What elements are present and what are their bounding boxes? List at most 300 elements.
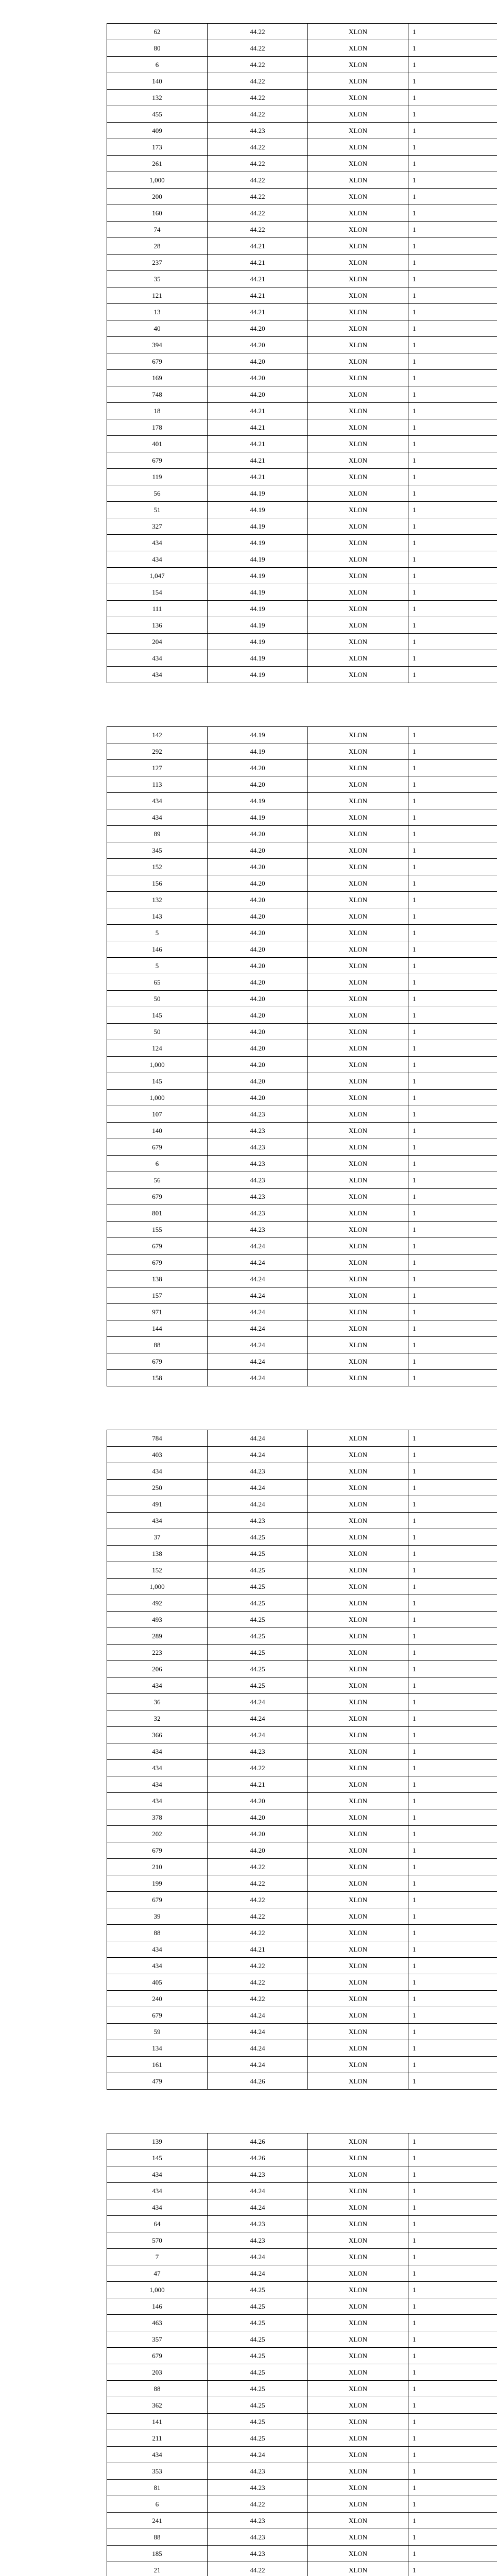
time-cell: 1	[408, 2199, 497, 2216]
venue-cell: XLON	[308, 1562, 408, 1579]
price-cell: 44.23	[208, 2513, 308, 2529]
time-cell: 1	[408, 584, 497, 601]
table-row	[107, 1645, 497, 1661]
price-cell: 44.20	[208, 875, 308, 892]
volume-cell: 491	[107, 1496, 208, 1513]
volume-cell: 35	[107, 271, 208, 287]
time-cell: 1	[408, 2265, 497, 2282]
price-cell: 44.22	[208, 189, 308, 205]
time-cell: 1	[408, 40, 497, 57]
time-cell: 1	[408, 2364, 497, 2381]
table-row	[107, 2298, 497, 2315]
table-row	[107, 2381, 497, 2397]
table-row	[107, 502, 497, 518]
table-row	[107, 139, 497, 156]
table-row	[107, 1661, 497, 1677]
time-cell: 1	[408, 1073, 497, 1090]
venue-cell: XLON	[308, 2414, 408, 2430]
price-cell: 44.20	[208, 320, 308, 337]
price-cell: 44.24	[208, 2040, 308, 2057]
venue-cell: XLON	[308, 2546, 408, 2562]
venue-cell: XLON	[308, 1809, 408, 1826]
price-cell: 44.25	[208, 1579, 308, 1595]
volume-cell: 679	[107, 1189, 208, 1205]
time-cell: 1	[408, 1628, 497, 1645]
price-cell: 44.19	[208, 485, 308, 502]
table-row	[107, 1826, 497, 1842]
time-cell: 1	[408, 1106, 497, 1123]
price-cell: 44.20	[208, 826, 308, 842]
price-cell: 44.24	[208, 2057, 308, 2073]
price-cell: 44.26	[208, 2133, 308, 2150]
table-row	[107, 123, 497, 139]
volume-cell: 345	[107, 842, 208, 859]
volume-cell: 434	[107, 793, 208, 809]
table-row	[107, 958, 497, 974]
price-cell: 44.25	[208, 2430, 308, 2447]
volume-cell: 145	[107, 2150, 208, 2166]
volume-cell: 169	[107, 370, 208, 386]
venue-cell: XLON	[308, 2562, 408, 2576]
table-row	[107, 1513, 497, 1529]
price-cell: 44.21	[208, 1776, 308, 1793]
time-cell: 1	[408, 974, 497, 991]
price-cell: 44.22	[208, 156, 308, 172]
table-row	[107, 1562, 497, 1579]
venue-cell: XLON	[308, 518, 408, 535]
table-row	[107, 1271, 497, 1287]
venue-cell: XLON	[308, 2480, 408, 2496]
volume-cell: 463	[107, 2315, 208, 2331]
venue-cell: XLON	[308, 2150, 408, 2166]
volume-cell: 357	[107, 2331, 208, 2348]
volume-cell: 50	[107, 991, 208, 1007]
table-row	[107, 1156, 497, 1172]
volume-cell: 146	[107, 941, 208, 958]
time-cell: 1	[408, 2232, 497, 2249]
price-cell: 44.22	[208, 73, 308, 90]
time-cell: 1	[408, 1875, 497, 1892]
time-cell: 1	[408, 73, 497, 90]
table-row	[107, 2496, 497, 2513]
time-cell: 1	[408, 403, 497, 419]
table-row	[107, 1677, 497, 1694]
time-cell: 1	[408, 320, 497, 337]
table-row	[107, 1628, 497, 1645]
trade-table-page-3	[107, 1430, 497, 2090]
table-row	[107, 2463, 497, 2480]
price-cell: 44.19	[208, 551, 308, 568]
venue-cell: XLON	[308, 436, 408, 452]
venue-cell: XLON	[308, 1546, 408, 1562]
venue-cell: XLON	[308, 1991, 408, 2007]
venue-cell: XLON	[308, 2183, 408, 2199]
volume-cell: 62	[107, 24, 208, 40]
table-row	[107, 568, 497, 584]
table-row	[107, 485, 497, 502]
venue-cell: XLON	[308, 2265, 408, 2282]
venue-cell: XLON	[308, 304, 408, 320]
venue-cell: XLON	[308, 255, 408, 271]
trade-table-page-4	[107, 2133, 497, 2576]
volume-cell: 56	[107, 485, 208, 502]
venue-cell: XLON	[308, 667, 408, 683]
venue-cell: XLON	[308, 222, 408, 238]
venue-cell: XLON	[308, 1447, 408, 1463]
table-row	[107, 1320, 497, 1337]
venue-cell: XLON	[308, 584, 408, 601]
price-cell: 44.24	[208, 1496, 308, 1513]
price-cell: 44.20	[208, 958, 308, 974]
table-row	[107, 304, 497, 320]
volume-cell: 240	[107, 1991, 208, 2007]
venue-cell: XLON	[308, 727, 408, 743]
time-cell: 1	[408, 535, 497, 551]
time-cell: 1	[408, 1513, 497, 1529]
price-cell: 44.25	[208, 2282, 308, 2298]
table-row	[107, 1727, 497, 1743]
price-cell: 44.24	[208, 1727, 308, 1743]
venue-cell: XLON	[308, 1073, 408, 1090]
volume-cell: 1,000	[107, 1057, 208, 1073]
price-cell: 44.21	[208, 304, 308, 320]
price-cell: 44.24	[208, 1287, 308, 1304]
venue-cell: XLON	[308, 1727, 408, 1743]
price-cell: 44.24	[208, 2265, 308, 2282]
price-cell: 44.23	[208, 2480, 308, 2496]
venue-cell: XLON	[308, 403, 408, 419]
table-row	[107, 386, 497, 403]
time-cell: 1	[408, 2529, 497, 2546]
venue-cell: XLON	[308, 172, 408, 189]
venue-cell: XLON	[308, 1793, 408, 1809]
volume-cell: 434	[107, 809, 208, 826]
table-row	[107, 403, 497, 419]
time-cell: 1	[408, 2463, 497, 2480]
venue-cell: XLON	[308, 842, 408, 859]
price-cell: 44.23	[208, 1205, 308, 1222]
volume-cell: 211	[107, 2430, 208, 2447]
venue-cell: XLON	[308, 776, 408, 793]
table-row	[107, 991, 497, 1007]
time-cell: 1	[408, 1645, 497, 1661]
volume-cell: 152	[107, 859, 208, 875]
time-cell: 1	[408, 1842, 497, 1859]
time-cell: 1	[408, 1430, 497, 1447]
price-cell: 44.24	[208, 1710, 308, 1727]
venue-cell: XLON	[308, 650, 408, 667]
volume-cell: 206	[107, 1661, 208, 1677]
time-cell: 1	[408, 1908, 497, 1925]
table-row	[107, 1222, 497, 1238]
venue-cell: XLON	[308, 859, 408, 875]
table-row	[107, 1353, 497, 1370]
price-cell: 44.25	[208, 1661, 308, 1677]
venue-cell: XLON	[308, 2447, 408, 2463]
venue-cell: XLON	[308, 1579, 408, 1595]
volume-cell: 138	[107, 1271, 208, 1287]
volume-cell: 138	[107, 1546, 208, 1562]
time-cell: 1	[408, 2282, 497, 2298]
price-cell: 44.20	[208, 337, 308, 353]
time-cell: 1	[408, 1496, 497, 1513]
volume-cell: 185	[107, 2546, 208, 2562]
venue-cell: XLON	[308, 2463, 408, 2480]
time-cell: 1	[408, 793, 497, 809]
price-cell: 44.22	[208, 1760, 308, 1776]
venue-cell: XLON	[308, 287, 408, 304]
table-row	[107, 518, 497, 535]
table-row	[107, 1908, 497, 1925]
time-cell: 1	[408, 2150, 497, 2166]
price-cell: 44.23	[208, 123, 308, 139]
table-row	[107, 1859, 497, 1875]
venue-cell: XLON	[308, 2298, 408, 2315]
time-cell: 1	[408, 667, 497, 683]
volume-cell: 139	[107, 2133, 208, 2150]
volume-cell: 434	[107, 551, 208, 568]
table-row	[107, 1123, 497, 1139]
volume-cell: 327	[107, 518, 208, 535]
venue-cell: XLON	[308, 1287, 408, 1304]
time-cell: 1	[408, 2447, 497, 2463]
time-cell: 1	[408, 452, 497, 469]
volume-cell: 113	[107, 776, 208, 793]
venue-cell: XLON	[308, 1337, 408, 1353]
volume-cell: 28	[107, 238, 208, 255]
price-cell: 44.19	[208, 568, 308, 584]
venue-cell: XLON	[308, 1974, 408, 1991]
venue-cell: XLON	[308, 1743, 408, 1760]
volume-cell: 434	[107, 650, 208, 667]
time-cell: 1	[408, 2133, 497, 2150]
time-cell: 1	[408, 1760, 497, 1776]
price-cell: 44.23	[208, 1743, 308, 1760]
table-row	[107, 875, 497, 892]
table-row	[107, 2216, 497, 2232]
time-cell: 1	[408, 1546, 497, 1562]
venue-cell: XLON	[308, 1677, 408, 1694]
price-cell: 44.25	[208, 2364, 308, 2381]
venue-cell: XLON	[308, 892, 408, 908]
price-cell: 44.24	[208, 2183, 308, 2199]
venue-cell: XLON	[308, 2057, 408, 2073]
table-row	[107, 2546, 497, 2562]
venue-cell: XLON	[308, 156, 408, 172]
table-row	[107, 2073, 497, 2090]
volume-cell: 394	[107, 337, 208, 353]
time-cell: 1	[408, 1991, 497, 2007]
venue-cell: XLON	[308, 1826, 408, 1842]
table-row	[107, 1255, 497, 1271]
price-cell: 44.21	[208, 238, 308, 255]
volume-cell: 127	[107, 760, 208, 776]
table-row	[107, 1106, 497, 1123]
time-cell: 1	[408, 518, 497, 535]
table-row	[107, 2348, 497, 2364]
trade-table-body	[107, 24, 497, 683]
time-cell: 1	[408, 139, 497, 156]
price-cell: 44.25	[208, 1628, 308, 1645]
time-cell: 1	[408, 1189, 497, 1205]
time-cell: 1	[408, 2298, 497, 2315]
table-row	[107, 535, 497, 551]
volume-cell: 679	[107, 1238, 208, 1255]
table-row	[107, 650, 497, 667]
time-cell: 1	[408, 2430, 497, 2447]
price-cell: 44.22	[208, 1875, 308, 1892]
venue-cell: XLON	[308, 1106, 408, 1123]
time-cell: 1	[408, 2513, 497, 2529]
venue-cell: XLON	[308, 2073, 408, 2090]
trade-table-page-1	[107, 23, 497, 683]
table-row	[107, 370, 497, 386]
price-cell: 44.21	[208, 287, 308, 304]
time-cell: 1	[408, 1238, 497, 1255]
volume-cell: 1,047	[107, 568, 208, 584]
venue-cell: XLON	[308, 2249, 408, 2265]
time-cell: 1	[408, 1529, 497, 1546]
time-cell: 1	[408, 2397, 497, 2414]
price-cell: 44.23	[208, 1513, 308, 1529]
table-row	[107, 1743, 497, 1760]
time-cell: 1	[408, 2057, 497, 2073]
time-cell: 1	[408, 1447, 497, 1463]
venue-cell: XLON	[308, 1238, 408, 1255]
time-cell: 1	[408, 760, 497, 776]
time-cell: 1	[408, 2216, 497, 2232]
venue-cell: XLON	[308, 452, 408, 469]
price-cell: 44.25	[208, 1612, 308, 1628]
volume-cell: 434	[107, 1677, 208, 1694]
venue-cell: XLON	[308, 991, 408, 1007]
table-row	[107, 2040, 497, 2057]
price-cell: 44.22	[208, 139, 308, 156]
table-row	[107, 1189, 497, 1205]
trade-table-body	[107, 727, 497, 1386]
table-row	[107, 634, 497, 650]
venue-cell: XLON	[308, 2364, 408, 2381]
volume-cell: 21	[107, 2562, 208, 2576]
volume-cell: 157	[107, 1287, 208, 1304]
table-row	[107, 1892, 497, 1908]
time-cell: 1	[408, 2249, 497, 2265]
venue-cell: XLON	[308, 2513, 408, 2529]
price-cell: 44.23	[208, 2216, 308, 2232]
price-cell: 44.21	[208, 255, 308, 271]
volume-cell: 199	[107, 1875, 208, 1892]
price-cell: 44.20	[208, 974, 308, 991]
volume-cell: 143	[107, 908, 208, 925]
volume-cell: 292	[107, 743, 208, 760]
venue-cell: XLON	[308, 469, 408, 485]
time-cell: 1	[408, 2546, 497, 2562]
price-cell: 44.21	[208, 403, 308, 419]
volume-cell: 155	[107, 1222, 208, 1238]
table-row	[107, 859, 497, 875]
venue-cell: XLON	[308, 1024, 408, 1040]
venue-cell: XLON	[308, 139, 408, 156]
venue-cell: XLON	[308, 2348, 408, 2364]
venue-cell: XLON	[308, 1760, 408, 1776]
time-cell: 1	[408, 485, 497, 502]
table-row	[107, 1090, 497, 1106]
venue-cell: XLON	[308, 1271, 408, 1287]
volume-cell: 366	[107, 1727, 208, 1743]
venue-cell: XLON	[308, 1529, 408, 1546]
venue-cell: XLON	[308, 2282, 408, 2298]
table-row	[107, 2480, 497, 2496]
venue-cell: XLON	[308, 2007, 408, 2024]
volume-cell: 409	[107, 123, 208, 139]
time-cell: 1	[408, 1090, 497, 1106]
price-cell: 44.24	[208, 1255, 308, 1271]
price-cell: 44.19	[208, 793, 308, 809]
venue-cell: XLON	[308, 1480, 408, 1496]
time-cell: 1	[408, 2315, 497, 2331]
venue-cell: XLON	[308, 617, 408, 634]
time-cell: 1	[408, 1172, 497, 1189]
venue-cell: XLON	[308, 1205, 408, 1222]
table-row	[107, 2397, 497, 2414]
price-cell: 44.20	[208, 1073, 308, 1090]
time-cell: 1	[408, 287, 497, 304]
venue-cell: XLON	[308, 974, 408, 991]
price-cell: 44.20	[208, 1793, 308, 1809]
volume-cell: 141	[107, 2414, 208, 2430]
trade-table-body	[107, 2133, 497, 2576]
time-cell: 1	[408, 2024, 497, 2040]
venue-cell: XLON	[308, 1057, 408, 1073]
volume-cell: 203	[107, 2364, 208, 2381]
volume-cell: 152	[107, 1562, 208, 1579]
venue-cell: XLON	[308, 1007, 408, 1024]
volume-cell: 88	[107, 2381, 208, 2397]
venue-cell: XLON	[308, 2315, 408, 2331]
price-cell: 44.25	[208, 1677, 308, 1694]
price-cell: 44.23	[208, 1172, 308, 1189]
table-row	[107, 1941, 497, 1958]
price-cell: 44.23	[208, 2232, 308, 2249]
venue-cell: XLON	[308, 2331, 408, 2348]
volume-cell: 679	[107, 1353, 208, 1370]
volume-cell: 434	[107, 1513, 208, 1529]
time-cell: 1	[408, 743, 497, 760]
table-row	[107, 1430, 497, 1447]
price-cell: 44.23	[208, 1463, 308, 1480]
price-cell: 44.20	[208, 1090, 308, 1106]
table-row	[107, 776, 497, 793]
price-cell: 44.24	[208, 1238, 308, 1255]
price-cell: 44.21	[208, 452, 308, 469]
table-row	[107, 189, 497, 205]
volume-cell: 40	[107, 320, 208, 337]
volume-cell: 6	[107, 1156, 208, 1172]
volume-cell: 378	[107, 1809, 208, 1826]
table-row	[107, 2249, 497, 2265]
time-cell: 1	[408, 617, 497, 634]
table-row	[107, 1958, 497, 1974]
price-cell: 44.21	[208, 419, 308, 436]
volume-cell: 36	[107, 1694, 208, 1710]
volume-cell: 160	[107, 205, 208, 222]
price-cell: 44.24	[208, 1304, 308, 1320]
time-cell: 1	[408, 1271, 497, 1287]
time-cell: 1	[408, 2331, 497, 2348]
price-cell: 44.25	[208, 2414, 308, 2430]
time-cell: 1	[408, 222, 497, 238]
venue-cell: XLON	[308, 809, 408, 826]
